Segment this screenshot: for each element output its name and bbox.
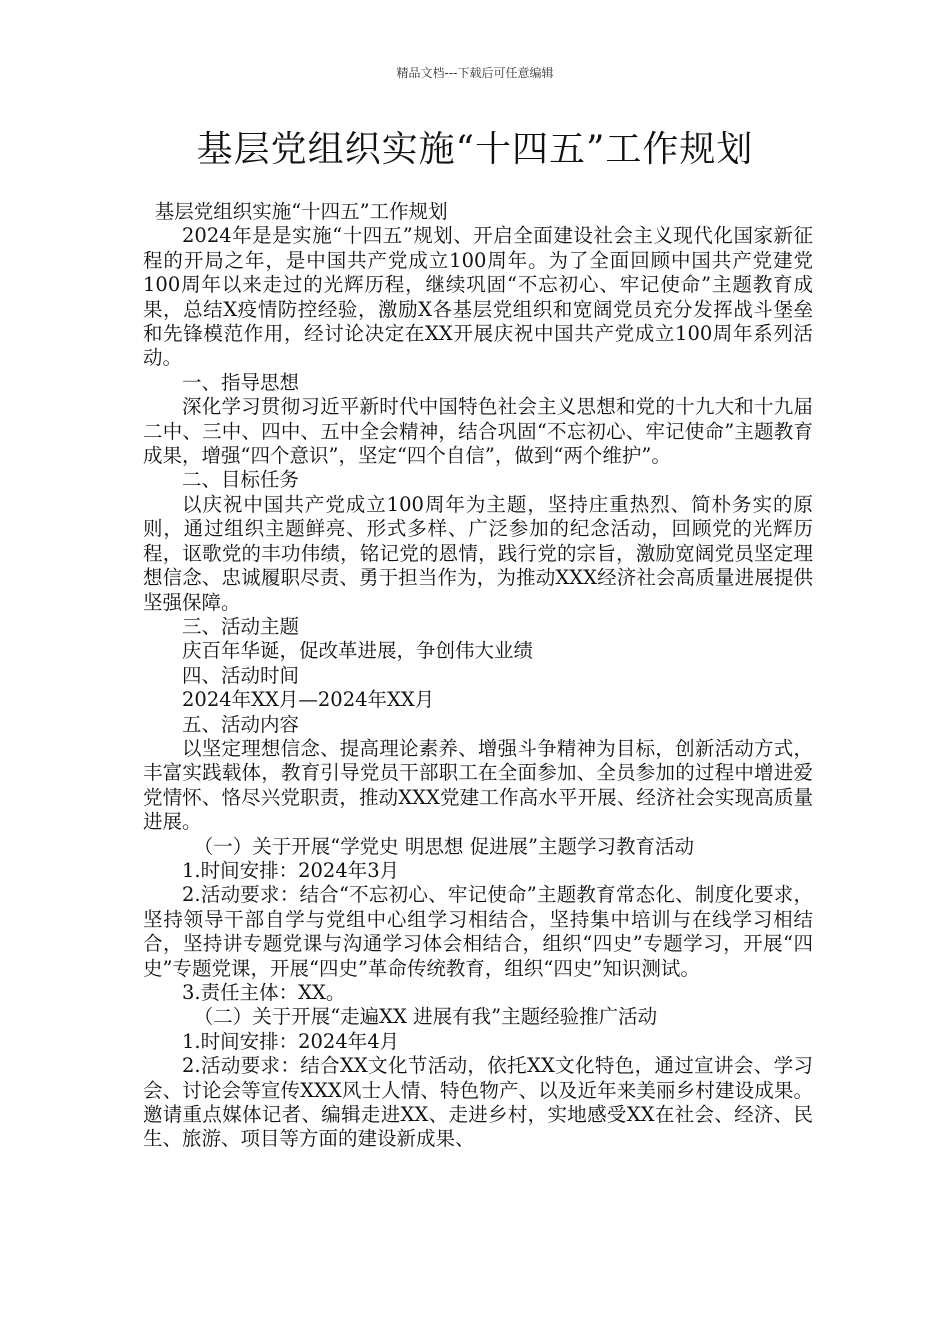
- document-title: 基层党组织实施“十四五”工作规划: [196, 129, 754, 170]
- document-body: [143, 200, 813, 1152]
- paragraph: （二）关于开展“走遍XX 进展有我”主题经验推广活动: [193, 1005, 658, 1029]
- paragraph: 2024年XX月—2024年XX月: [182, 688, 435, 712]
- paragraph: 庆百年华诞，促改革进展，争创伟大业绩: [182, 639, 534, 663]
- paragraph: 五、活动内容: [182, 712, 300, 736]
- paragraph: 2024年是是实施“十四五”规划、开启全面建设社会主义现代化国家新征程的开局之年，是中国共产党成立100周年。为了全面回顾中国共产党建党100周年以来走过的光辉历程，继续巩固“不忘初心、牢记使命”主题教育成果，总结X疫情防控经验，激励X各基层党组织和宽阔党员充分发挥战斗堡垒和先锋模范作用，经讨论决定在XX开展庆祝中国共产党成立100周年系列活动。: [143, 224, 813, 370]
- paragraph: 深化学习贯彻习近平新时代中国特色社会主义思想和党的十九大和十九届二中、三中、四中、五中全会精神，结合巩固“不忘初心、牢记使命”主题教育成果，增强“四个意识”，坚定“四个自信”，做到“两个维护”。: [143, 395, 813, 468]
- paragraph: 1.时间安排：2024年4月: [182, 1029, 400, 1053]
- paragraph: 2.活动要求：结合“不忘初心、牢记使命”主题教育常态化、制度化要求，坚持领导干部自学与党组中心组学习相结合，坚持集中培训与在线学习相结合，坚持讲专题党课与沟通学习体会相结合，组织“四史”专题学习，开展“四史”专题党课，开展“四史”革命传统教育，组织“四史”知识测试。: [143, 883, 813, 980]
- paragraph: 以庆祝中国共产党成立100周年为主题，坚持庄重热烈、简朴务实的原则，通过组织主题鲜亮、形式多样、广泛参加的纪念活动，回顾党的光辉历程，讴歌党的丰功伟绩，铭记党的恩情，践行党的宗旨，激励宽阔党员坚定理想信念、忠诚履职尽责、勇于担当作为，为推动XXX经济社会高质量进展提供坚强保障。: [143, 492, 813, 614]
- paragraph: 基层党组织实施“十四五”工作规划: [154, 200, 448, 223]
- paragraph: 3.责任主体：XX。: [182, 981, 346, 1004]
- paragraph: 四、活动时间: [182, 663, 300, 687]
- paragraph: 1.时间安排：2024年3月: [182, 858, 400, 882]
- paragraph: 2.活动要求：结合XX文化节活动，依托XX文化特色，通过宣讲会、学习会、讨论会等宣传XXX风士人情、特色物产、以及近年来美丽乡村建设成果。邀请重点媒体记者、编辑走进XX、走进乡村，实地感受XX在社会、经济、民生、旅游、项目等方面的建设新成果、: [143, 1054, 813, 1151]
- paragraph: 以坚定理想信念、提高理论素养、增强斗争精神为目标，创新活动方式，丰富实践载体，教育引导党员干部职工在全面参加、全员参加的过程中增进爱党情怀、恪尽兴党职责，推动XXX党建工作高水平开展、经济社会实现高质量进展。: [143, 736, 813, 834]
- paragraph: （一）关于开展“学党史 明思想 促进展”主题学习教育活动: [193, 834, 695, 858]
- paragraph: 三、活动主题: [182, 614, 300, 638]
- paragraph: 一、指导思想: [182, 370, 300, 394]
- paragraph: 二、目标任务: [182, 468, 300, 492]
- header-note: 精品文档---下载后可任意编辑: [396, 66, 554, 80]
